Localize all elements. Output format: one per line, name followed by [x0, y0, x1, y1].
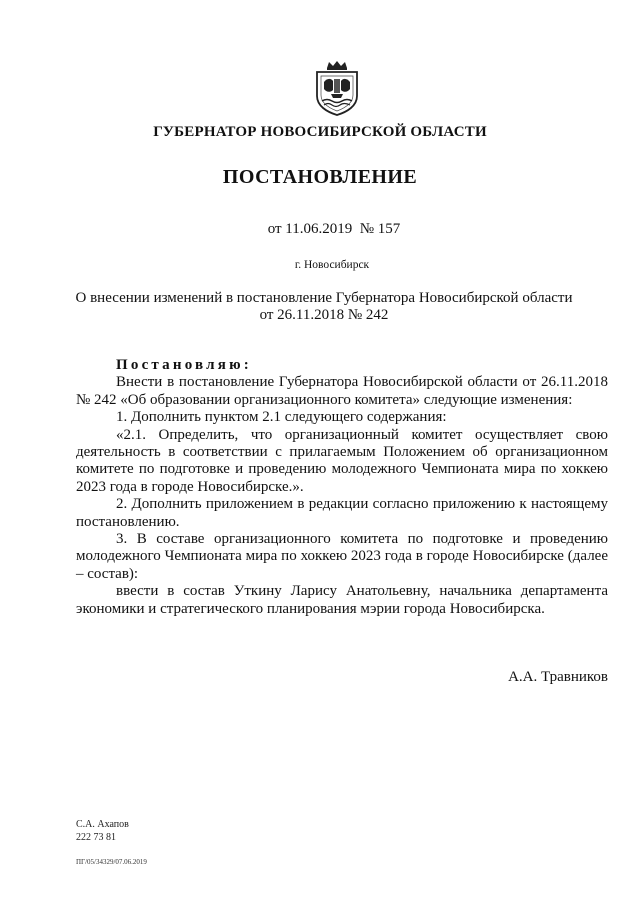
item-3: 3. В составе организационного комитета по подготовке и проведению молодежного Чемпионата мира по хоккею 2023 года в городе Новосибирске (далее – состав): — [76, 531, 608, 582]
subject-line-1: О внесении изменений в постановление Губернатора Новосибирской области — [75, 290, 573, 306]
coat-of-arms-icon — [314, 60, 360, 116]
decree-word: Постановляю: — [116, 357, 252, 373]
date-and-number: от 11.06.2019 № 157 — [267, 221, 401, 237]
subject-heading — [4, 290, 640, 324]
document-type: ПОСТАНОВЛЕНИЕ — [222, 166, 418, 188]
item-1: 1. Дополнить пунктом 2.1 следующего содержания: — [116, 409, 447, 426]
subject-line-2: от 26.11.2018 № 242 — [259, 307, 389, 323]
item-3-text: ввести в состав Уткину Ларису Анатольевну, начальника департамента экономики и стратегического планирования мэрии города Новосибирска. — [76, 583, 608, 617]
item-2: 2. Дополнить приложением в редакции согласно приложению к настоящему постановлению. — [76, 496, 608, 530]
document-body — [76, 357, 608, 618]
executor-block — [76, 818, 129, 844]
document-code: ПГ/05/34329/07.06.2019 — [76, 858, 147, 866]
intro-paragraph: Внести в постановление Губернатора Новосибирской области от 26.11.2018 № 242 «Об образовании организационного комитета» следующие изменения: — [76, 374, 608, 408]
executor-phone: 222 73 81 — [76, 832, 116, 843]
item-1-text: «2.1. Определить, что организационный комитет осуществляет свою деятельность в соответствии с прилагаемым Положением об организационном комитете по подготовке и проведению молодежного Чемпионата мира по хоккею 2023 года в городе Новосибирске.». — [76, 426, 608, 495]
executor-name: С.А. Ахапов — [76, 819, 129, 830]
authority-title: ГУБЕРНАТОР НОВОСИБИРСКОЙ ОБЛАСТИ — [153, 124, 487, 140]
signature-name: А.А. Травников — [508, 669, 608, 685]
city: г. Новосибирск — [294, 259, 370, 271]
